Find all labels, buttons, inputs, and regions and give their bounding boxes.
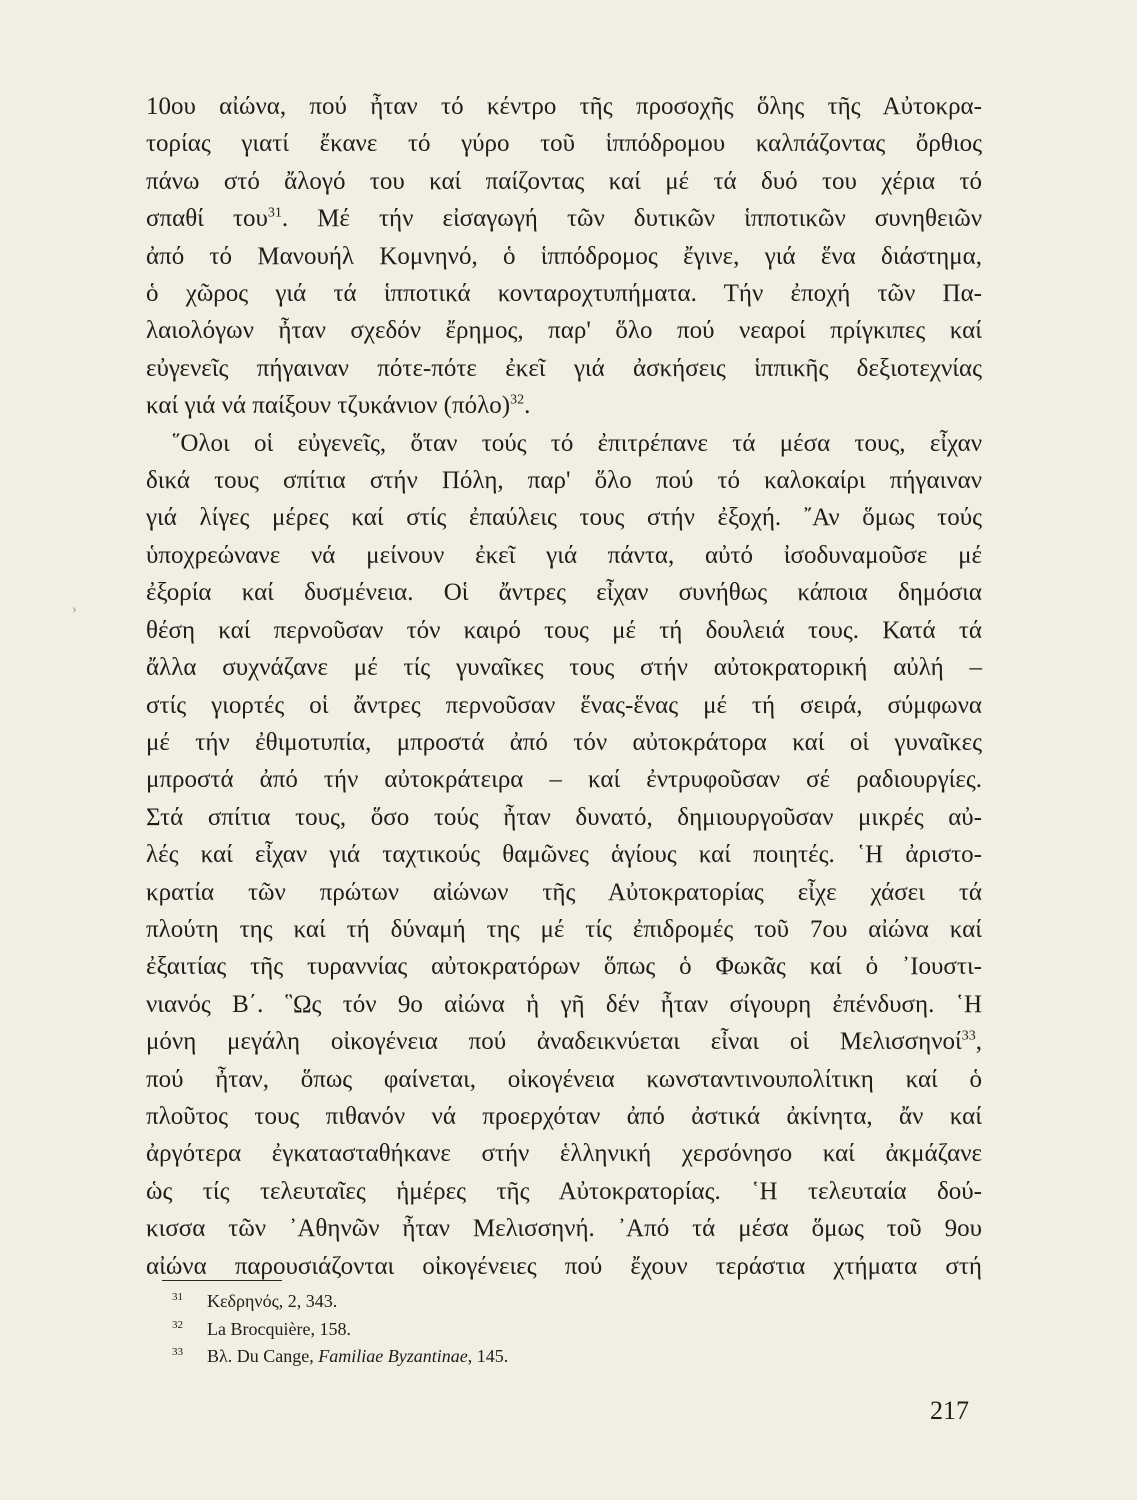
text-line: ἐξαιτίας τῆς τυραννίας αὐτοκρατόρων ὅπως ὁ Φωκᾶς καί ὁ ᾿Ιουστι- — [146, 953, 982, 981]
footnote-divider — [162, 1280, 282, 1281]
footnote-text: Βλ. Du Cange, — [207, 1346, 319, 1366]
footnote — [172, 1316, 508, 1344]
page-number: 217 — [930, 1396, 969, 1425]
footnote-ref: 32 — [510, 392, 525, 408]
text-line: πάνω στό ἄλογό του καί παίζοντας καί μέ τά δυό του χέρια τό — [146, 167, 982, 195]
footnote-text: Κεδρηνός, 2, 343. — [207, 1291, 338, 1311]
text-line: 10ου αἰώνα, πού ἦταν τό κέντρο τῆς προσοχῆς ὅλης τῆς Αὐτοκρα- — [146, 93, 982, 120]
text-line: πού ἦταν, ὅπως φαίνεται, οἰκογένεια κωνσταντινουπολίτικη καί ὁ — [146, 1065, 982, 1093]
text-fragment: , — [975, 1028, 982, 1056]
footnote-title: Familiae Byzantinae — [318, 1346, 468, 1366]
text-line: αἰώνα παρουσιάζονται οἰκογένειες πού ἔχουν τεράστια χτήματα στή — [146, 1252, 982, 1280]
text-line: εὐγενεῖς πήγαιναν πότε-πότε ἐκεῖ γιά ἀσκήσεις ἱππικῆς δεξιοτεχνίας — [146, 354, 982, 382]
text-line: Στά σπίτια τους, ὅσο τούς ἦταν δυνατό, δημιουργοῦσαν μικρές αὐ- — [146, 803, 982, 831]
text-line: γιά λίγες μέρες καί στίς ἐπαύλεις τους στήν ἐξοχή. ῎Αν ὅμως τούς — [146, 504, 982, 532]
footnote-ref: 33 — [961, 1028, 976, 1044]
text-fragment: . Μέ τήν εἰσαγωγή τῶν δυτικῶν ἱπποτικῶν συνηθειῶν — [281, 205, 982, 233]
footnote-number: 32 — [172, 1318, 183, 1331]
text-fragment: καί γιά νά παίξουν τζυκάνιον (πόλο) — [146, 392, 511, 420]
text-fragment: μόνη μεγάλη οἰκογένεια πού ἀναδεικνύεται εἶναι οἱ Μελισσηνοί — [146, 1028, 962, 1056]
text-line — [146, 1023, 982, 1060]
footnote — [172, 1343, 509, 1371]
text-line: δικά τους σπίτια στήν Πόλη, παρ' ὅλο πού τό καλοκαίρι πήγαιναν — [146, 467, 982, 495]
footnote-text: La Brocquière, 158. — [207, 1318, 351, 1339]
footnote-ref: 31 — [267, 205, 282, 221]
footnote — [172, 1288, 508, 1316]
text-line: νιανός Β΄. ῝Ως τόν 9ο αἰώνα ἡ γῆ δέν ἦταν σίγουρη ἐπένδυση. ῾Η — [146, 990, 982, 1018]
footnote-number: 33 — [172, 1346, 183, 1358]
body-text — [146, 88, 982, 1285]
text-line: ἀργότερα ἐγκατασταθήκανε στήν ἑλληνική χερσόνησο καί ἀκμάζανε — [146, 1140, 982, 1168]
text-line — [146, 200, 982, 237]
margin-mark: › — [72, 602, 77, 617]
text-line: στίς γιορτές οἱ ἄντρες περνοῦσαν ἕνας-ἕνας μέ τή σειρά, σύμφωνα — [146, 691, 982, 719]
text-line: ἀπό τό Μανουήλ Κομνηνό, ὁ ἱππόδρομος ἔγινε, γιά ἕνα διάστημα, — [146, 242, 982, 270]
text-line: κισσα τῶν ᾿Αθηνῶν ἦταν Μελισσηνή. ᾿Από τά μέσα ὅμως τοῦ 9ου — [146, 1215, 982, 1243]
text-line: ῞Ολοι οἱ εὐγενεῖς, ὅταν τούς τό ἐπιτρέπανε τά μέσα τους, εἶχαν — [172, 429, 982, 457]
text-line: τορίας γιατί ἔκανε τό γύρο τοῦ ἱππόδρομου καλπάζοντας ὄρθιος — [146, 130, 982, 158]
text-line: ὡς τίς τελευταῖες ἡμέρες τῆς Αὐτοκρατορίας. ῾Η τελευταία δού- — [146, 1177, 982, 1205]
footnote-number: 31 — [172, 1291, 183, 1303]
text-line: ὑποχρεώνανε νά μείνουν ἐκεῖ γιά πάντα, αὐτό ἰσοδυναμοῦσε μέ — [146, 541, 982, 569]
text-fragment: . — [524, 392, 531, 420]
text-line: ὁ χῶρος γιά τά ἱπποτικά κονταροχτυπήματα. Τήν ἐποχή τῶν Πα- — [146, 280, 982, 308]
footnotes — [172, 1288, 509, 1371]
text-line: μπροστά ἀπό τήν αὐτοκράτειρα – καί ἐντρυφοῦσαν σέ ραδιουργίες. — [146, 766, 982, 794]
text-line: λαιολόγων ἦταν σχεδόν ἔρημος, παρ' ὅλο πού νεαροί πρίγκιπες καί — [146, 317, 982, 345]
text-fragment: σπαθί του — [146, 205, 268, 233]
text-line: κρατία τῶν πρώτων αἰώνων τῆς Αὐτοκρατορίας εἶχε χάσει τά — [146, 878, 982, 906]
text-line: πλούτη της καί τή δύναμή της μέ τίς ἐπιδρομές τοῦ 7ου αἰώνα καί — [146, 915, 982, 943]
text-line: λές καί εἶχαν γιά ταχτικούς θαμῶνες ἁγίους καί ποιητές. ῾Η ἀριστο- — [146, 841, 982, 869]
text-line: ἐξορία καί δυσμένεια. Οἱ ἄντρες εἶχαν συνήθως κάποια δημόσια — [146, 579, 982, 607]
text-line — [146, 387, 982, 424]
text-line: ἄλλα συχνάζανε μέ τίς γυναῖκες τους στήν αὐτοκρατορική αὐλή – — [146, 654, 982, 682]
text-line: μέ τήν ἐθιμοτυπία, μπροστά ἀπό τόν αὐτοκράτορα καί οἱ γυναῖκες — [146, 728, 982, 756]
text-line: πλοῦτος τους πιθανόν νά προερχόταν ἀπό ἀστικά ἀκίνητα, ἄν καί — [146, 1102, 982, 1130]
footnote-text: , 145. — [467, 1346, 509, 1366]
text-line: θέση καί περνοῦσαν τόν καιρό τους μέ τή δουλειά τους. Κατά τά — [146, 616, 982, 644]
